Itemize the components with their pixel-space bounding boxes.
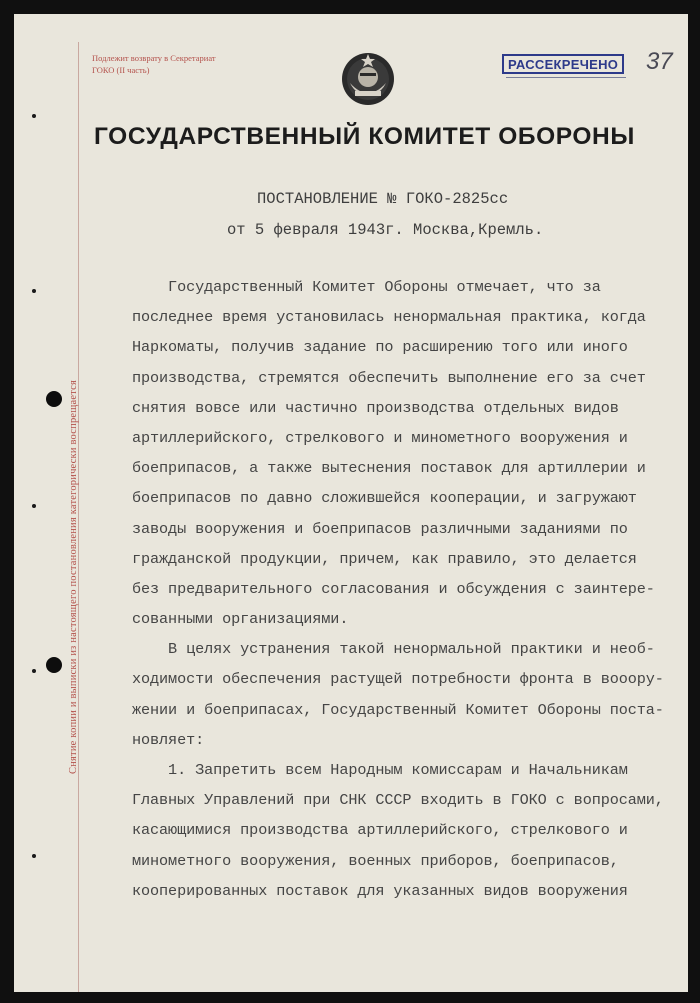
body-line: жении и боеприпасах, Государственный Комитет Обороны поста- [132, 700, 664, 719]
body-line: Наркоматы, получив задание по расширению того или иного [132, 338, 628, 357]
body-line: последнее время установилась ненормальная практика, когда [132, 308, 646, 327]
body-line: заводы вооружения и боеприпасов различными заданиями по [132, 519, 628, 538]
return-note-line: ГОКО (II часть) [92, 65, 150, 75]
body-line: 1. Запретить всем Народным комиссарам и Начальникам [132, 761, 628, 779]
punch-hole [46, 657, 62, 673]
body-line: ходимости обеспечения растущей потребности фронта в вооору- [132, 670, 664, 689]
binding-mark [32, 854, 36, 858]
body-line: минометного вооружения, военных приборов, боеприпасов, [132, 851, 619, 870]
body-line: кооперированных поставок для указанных видов вооружения [132, 881, 628, 900]
binding-mark [32, 504, 36, 508]
body-line: сованными организациями. [132, 610, 349, 629]
body-line: гражданской продукции, причем, как правило, это делается [132, 549, 637, 568]
binding-mark [32, 669, 36, 673]
side-note: Снятие копии и выписки из настоящего постановления категорически воспрещается [68, 379, 79, 774]
body-line: производства, стремятся обеспечить выполнение его за счет [132, 368, 646, 387]
document-body [132, 272, 682, 906]
body-line: В целях устранения такой ненормальной практики и необ- [132, 640, 655, 659]
body-line: боеприпасов по давно сложившейся кооперации, и загружают [132, 489, 637, 508]
body-line: без предварительного согласования и обсуждения с заинтере- [132, 579, 655, 598]
body-line: касающимися производства артиллерийского, стрелкового и [132, 821, 628, 840]
body-line: боеприпасов, а также вытеснения поставок для артиллерии и [132, 459, 646, 478]
body-line: артиллерийского, стрелкового и минометного вооружения и [132, 428, 628, 447]
decree-date: от 5 февраля 1943г. Москва,Кремль. [227, 221, 544, 239]
body-line: Главных Управлений при СНК СССР входить в ГОКО с вопросами, [132, 791, 664, 810]
binding-mark [32, 114, 36, 118]
state-emblem-icon [340, 51, 396, 107]
return-note-line: Подлежит возврату в Секретариат [92, 53, 216, 63]
body-line: новляет: [132, 730, 205, 749]
body-line: снятия вовсе или частично производства отдельных видов [132, 398, 619, 417]
declassified-stamp: РАССЕКРЕЧЕНО [502, 54, 624, 74]
binding-mark [32, 289, 36, 293]
body-line: Государственный Комитет Обороны отмечает, что за [132, 278, 601, 296]
return-note [92, 52, 216, 76]
page-title: ГОСУДАРСТВЕННЫЙ КОМИТЕТ ОБОРОНЫ [94, 123, 635, 150]
page-number: 37 [646, 48, 673, 75]
document-page [14, 14, 688, 992]
punch-hole [46, 391, 62, 407]
decree-title: ПОСТАНОВЛЕНИЕ № ГОКО-2825сс [257, 190, 509, 208]
stamp-underline [506, 77, 626, 86]
